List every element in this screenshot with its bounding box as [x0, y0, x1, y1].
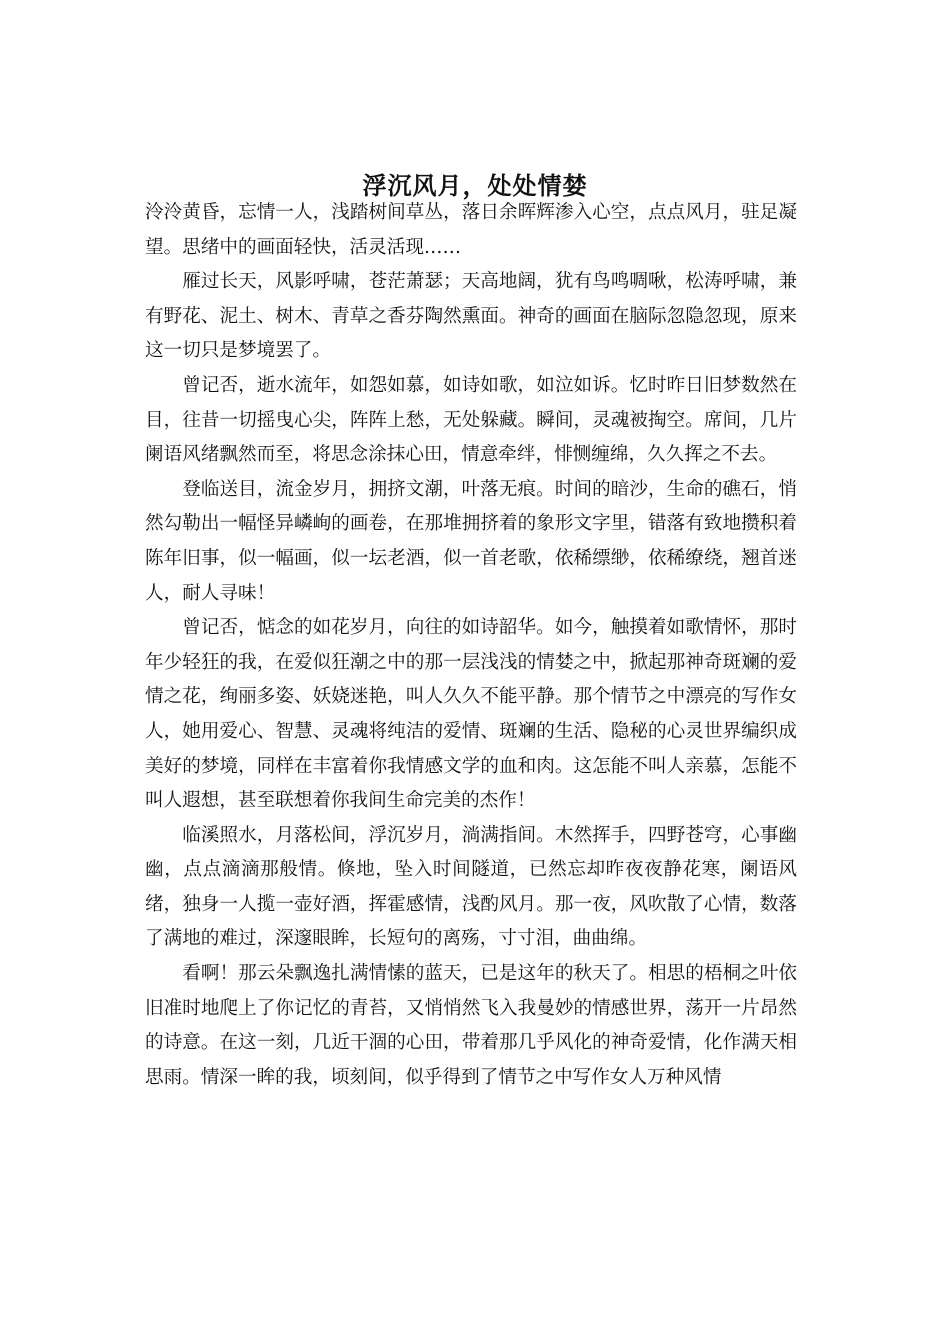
- paragraph-6: 临溪照水，月落松间，浮沉岁月，淌满指间。木然挥手，四野苍穹，心事幽幽，点点滴滴那般情。倏地，坠入时间隧道，已然忘却昨夜夜静花寒，阑语风绪，独身一人揽一壶好酒，挥霍感情，浅酌风月。那一夜，风吹散了心情，数落了满地的难过，深邃眼眸，长短句的离殇，寸寸泪，曲曲绵。: [145, 824, 797, 950]
- paragraph-7: 看啊！那云朵飘逸扎满情愫的蓝天，已是这年的秋天了。相思的梧桐之叶依旧准时地爬上了你记忆的青苔，又悄悄然飞入我曼妙的情感世界，荡开一片昂然的诗意。在这一刻，几近干涸的心田，带着那几乎风化的神奇爱情，化作满天相思雨。情深一眸的我，顷刻间，似乎得到了情节之中写作女人万种风情: [145, 963, 797, 1088]
- document-body: [145, 196, 797, 1095]
- paragraph-2: 雁过长天，风影呼啸，苍茫萧瑟；天高地阔，犹有鸟鸣啁啾，松涛呼啸，兼有野花、泥土、树木、青草之香芬陶然熏面。神奇的画面在脑际忽隐忽现，原来这一切只是梦境罢了。: [145, 271, 797, 362]
- paragraph-1: 泠泠黄昏，忘情一人，浅踏树间草丛，落日余晖辉渗入心空，点点风月，驻足凝望。思绪中的画面轻快，活灵活现……: [145, 202, 797, 258]
- paragraph-4: 登临送目，流金岁月，拥挤文潮，叶落无痕。时间的暗沙，生命的礁石，悄然勾勒出一幅怪异嶙峋的画卷，在那堆拥挤着的象形文字里，错落有致地攒积着陈年旧事，似一幅画，似一坛老酒，似一首老歌，依稀缥缈，依稀缭绕，翘首迷人，耐人寻味！: [145, 478, 797, 604]
- document-title: 浮沉风月，处处情婪: [362, 172, 588, 201]
- paragraph-3: 曾记否，逝水流年，如怨如慕，如诗如歌，如泣如诉。忆时昨日旧梦数然在目，往昔一切摇曳心尖，阵阵上愁，无处躲藏。瞬间，灵魂被掏空。席间，几片阑语风绪飘然而至，将思念涂抹心田，情意牵绊，悱恻缠绵，久久挥之不去。: [145, 374, 797, 466]
- paragraph-5: 曾记否，惦念的如花岁月，向往的如诗韶华。如今，触摸着如歌情怀，那时年少轻狂的我，在爱似狂潮之中的那一层浅浅的情婪之中，掀起那神奇斑斓的爱情之花，绚丽多姿、妖娆迷艳，叫人久久不能平静。那个情节之中漂亮的写作女人，她用爱心、智慧、灵魂将纯洁的爱情、斑斓的生活、隐秘的心灵世界编织成美好的梦境，同样在丰富着你我情感文学的血和肉。这怎能不叫人亲慕，怎能不叫人遐想，甚至联想着你我间生命完美的杰作！: [145, 617, 797, 812]
